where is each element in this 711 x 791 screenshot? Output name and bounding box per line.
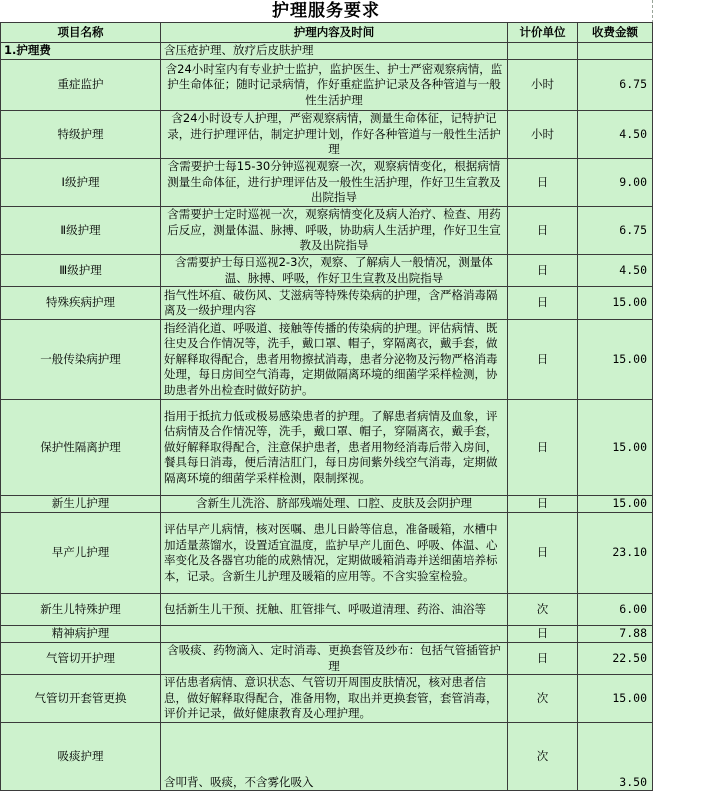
cell-name[interactable]: 新生儿特殊护理 xyxy=(1,594,161,626)
cell-content[interactable]: 含需要护士每日巡视2-3次，观察、了解病人一般情况，测量体温、脉搏、呼吸，作好卫生宣教及出院指导 xyxy=(161,255,508,287)
table-row xyxy=(1,207,653,255)
table-row xyxy=(1,643,653,675)
cell-unit[interactable]: 日 xyxy=(508,400,578,496)
cell-price[interactable]: 22.50 xyxy=(578,643,653,675)
cell-price[interactable]: 3.50 xyxy=(578,723,653,791)
cell-name[interactable]: 新生儿护理 xyxy=(1,496,161,513)
cell-price[interactable]: 23.10 xyxy=(578,513,653,594)
table-row xyxy=(1,513,653,594)
table-row xyxy=(1,675,653,723)
cell-name[interactable]: 吸痰护理 xyxy=(1,723,161,791)
cell-content[interactable]: 含吸痰、药物滴入、定时消毒、更换套管及纱布：包括气管插管护理 xyxy=(161,643,508,675)
cell-content[interactable]: 含需要护士每15-30分钟巡视观察一次，观察病情变化，根据病情测量生命体征，进行护理评估及一般性生活护理，作好卫生宣教及出院指导 xyxy=(161,159,508,207)
cell-content[interactable]: 包括新生儿干预、抚触、肛管排气、呼吸道清理、药浴、油浴等 xyxy=(161,594,508,626)
cell-content[interactable]: 含叩背、吸痰，不含雾化吸入 xyxy=(161,723,508,791)
cell-name[interactable]: 保护性隔离护理 xyxy=(1,400,161,496)
table-row xyxy=(1,723,653,791)
empty-column[interactable] xyxy=(652,0,711,780)
cell-price[interactable]: 4.50 xyxy=(578,111,653,159)
cell-unit[interactable]: 小时 xyxy=(508,111,578,159)
table-row xyxy=(1,320,653,400)
cell-price[interactable]: 6.75 xyxy=(578,207,653,255)
cell-name[interactable]: Ⅱ级护理 xyxy=(1,207,161,255)
table-row xyxy=(1,400,653,496)
cell-unit[interactable]: 日 xyxy=(508,287,578,320)
cell-unit[interactable]: 日 xyxy=(508,626,578,643)
cell-unit[interactable]: 次 xyxy=(508,594,578,626)
table-row xyxy=(1,496,653,513)
cell-name[interactable]: 重症监护 xyxy=(1,60,161,111)
header-content[interactable]: 护理内容及时间 xyxy=(161,23,508,43)
cell-unit[interactable]: 次 xyxy=(508,675,578,723)
cell-name[interactable]: 一般传染病护理 xyxy=(1,320,161,400)
table-row xyxy=(1,43,653,60)
cell-name[interactable]: Ⅲ级护理 xyxy=(1,255,161,287)
table-row xyxy=(1,159,653,207)
cell-price[interactable]: 15.00 xyxy=(578,496,653,513)
cell-price[interactable]: 15.00 xyxy=(578,400,653,496)
cell-name[interactable]: 气管切开套管更换 xyxy=(1,675,161,723)
cell-content[interactable]: 含压疮护理、放疗后皮肤护理 xyxy=(161,43,508,60)
cell-unit[interactable]: 日 xyxy=(508,207,578,255)
cell-content[interactable]: 评估早产儿病情，核对医嘱、患儿日龄等信息，准备暖箱，水槽中加适量蒸馏水，设置适宜温度，监护早产儿面色、呼吸、体温、心率变化及各器官功能的成熟情况，定期做暖箱消毒并送细菌培养标本，记录。含新生儿护理及暖箱的应用等。不含实验室检验。 xyxy=(161,513,508,594)
cell-name[interactable]: 特级护理 xyxy=(1,111,161,159)
cell-price[interactable]: 7.88 xyxy=(578,626,653,643)
cell-unit[interactable]: 日 xyxy=(508,496,578,513)
header-row xyxy=(1,23,653,43)
cell-unit[interactable]: 小时 xyxy=(508,60,578,111)
cell-price[interactable]: 15.00 xyxy=(578,675,653,723)
cell-unit[interactable]: 日 xyxy=(508,513,578,594)
cell-content[interactable]: 含24小时设专人护理，严密观察病情，测量生命体征，记特护记录，进行护理评估，制定护理计划，作好各种管道与一般性生活护理 xyxy=(161,111,508,159)
cell-content[interactable]: 含需要护士定时巡视一次，观察病情变化及病人治疗、检查、用药后反应，测量体温、脉搏、呼吸，协助病人生活护理，作好卫生宣教及出院指导 xyxy=(161,207,508,255)
cell-price[interactable] xyxy=(578,43,653,60)
header-name[interactable]: 项目名称 xyxy=(1,23,161,43)
cell-unit[interactable] xyxy=(508,43,578,60)
cell-unit[interactable]: 日 xyxy=(508,320,578,400)
cell-price[interactable]: 6.75 xyxy=(578,60,653,111)
cell-name[interactable]: 气管切开护理 xyxy=(1,643,161,675)
cell-price[interactable]: 6.00 xyxy=(578,594,653,626)
header-unit[interactable]: 计价单位 xyxy=(508,23,578,43)
cell-name[interactable]: Ⅰ级护理 xyxy=(1,159,161,207)
table-row xyxy=(1,255,653,287)
cell-name[interactable]: 早产儿护理 xyxy=(1,513,161,594)
cell-content[interactable]: 含新生儿洗浴、脐部残端处理、口腔、皮肤及会阴护理 xyxy=(161,496,508,513)
cell-name[interactable]: 特殊疾病护理 xyxy=(1,287,161,320)
cell-unit[interactable]: 日 xyxy=(508,643,578,675)
header-price[interactable]: 收费金额 xyxy=(578,23,653,43)
cell-price[interactable]: 9.00 xyxy=(578,159,653,207)
cell-price[interactable]: 15.00 xyxy=(578,287,653,320)
cell-unit[interactable]: 日 xyxy=(508,159,578,207)
cell-content[interactable]: 指经消化道、呼吸道、接触等传播的传染病的护理。评估病情、既往史及合作情况等，洗手，戴口罩、帽子，穿隔离衣，戴手套，做好解释取得配合，患者用物擦拭消毒，患者分泌物及污物严格消毒处理，每日房间空气消毒，定期做隔离环境的细菌学采样检测，协助患者外出检查时做好防护。 xyxy=(161,320,508,400)
cell-content[interactable]: 评估患者病情、意识状态、气管切开周围皮肤情况，核对患者信息，做好解释取得配合，准备用物，取出并更换套管，套管消毒，评价并记录，做好健康教育及心理护理。 xyxy=(161,675,508,723)
cell-content[interactable]: 指用于抵抗力低或极易感染患者的护理。了解患者病情及血象，评估病情及合作情况等，洗手，戴口罩、帽子，穿隔离衣，戴手套，做好解释取得配合，注意保护患者，患者用物经消毒后带入房间，餐具每日消毒，便后清洁肛门，每日房间紫外线空气消毒，定期做隔离环境的细菌学采样检测，限制探视。 xyxy=(161,400,508,496)
table-row xyxy=(1,626,653,643)
cell-price[interactable]: 4.50 xyxy=(578,255,653,287)
cell-unit[interactable]: 次 xyxy=(508,723,578,791)
table-row xyxy=(1,287,653,320)
table-row xyxy=(1,594,653,626)
cell-content[interactable]: 指气性坏疽、破伤风、艾滋病等特殊传染病的护理，含严格消毒隔离及一级护理内容 xyxy=(161,287,508,320)
cell-price[interactable]: 15.00 xyxy=(578,320,653,400)
cell-content[interactable] xyxy=(161,626,508,643)
table-row xyxy=(1,60,653,111)
cell-name[interactable]: 1.护理费 xyxy=(1,43,161,60)
cell-name[interactable]: 精神病护理 xyxy=(1,626,161,643)
table-row xyxy=(1,111,653,159)
cell-content[interactable]: 含24小时室内有专业护士监护，监护医生、护士严密观察病情，监护生命体征；随时记录病情，作好重症监护记录及各种管道与一般性生活护理 xyxy=(161,60,508,111)
page-title: 护理服务要求 xyxy=(272,1,380,21)
cell-unit[interactable]: 日 xyxy=(508,255,578,287)
fee-table xyxy=(0,22,653,791)
